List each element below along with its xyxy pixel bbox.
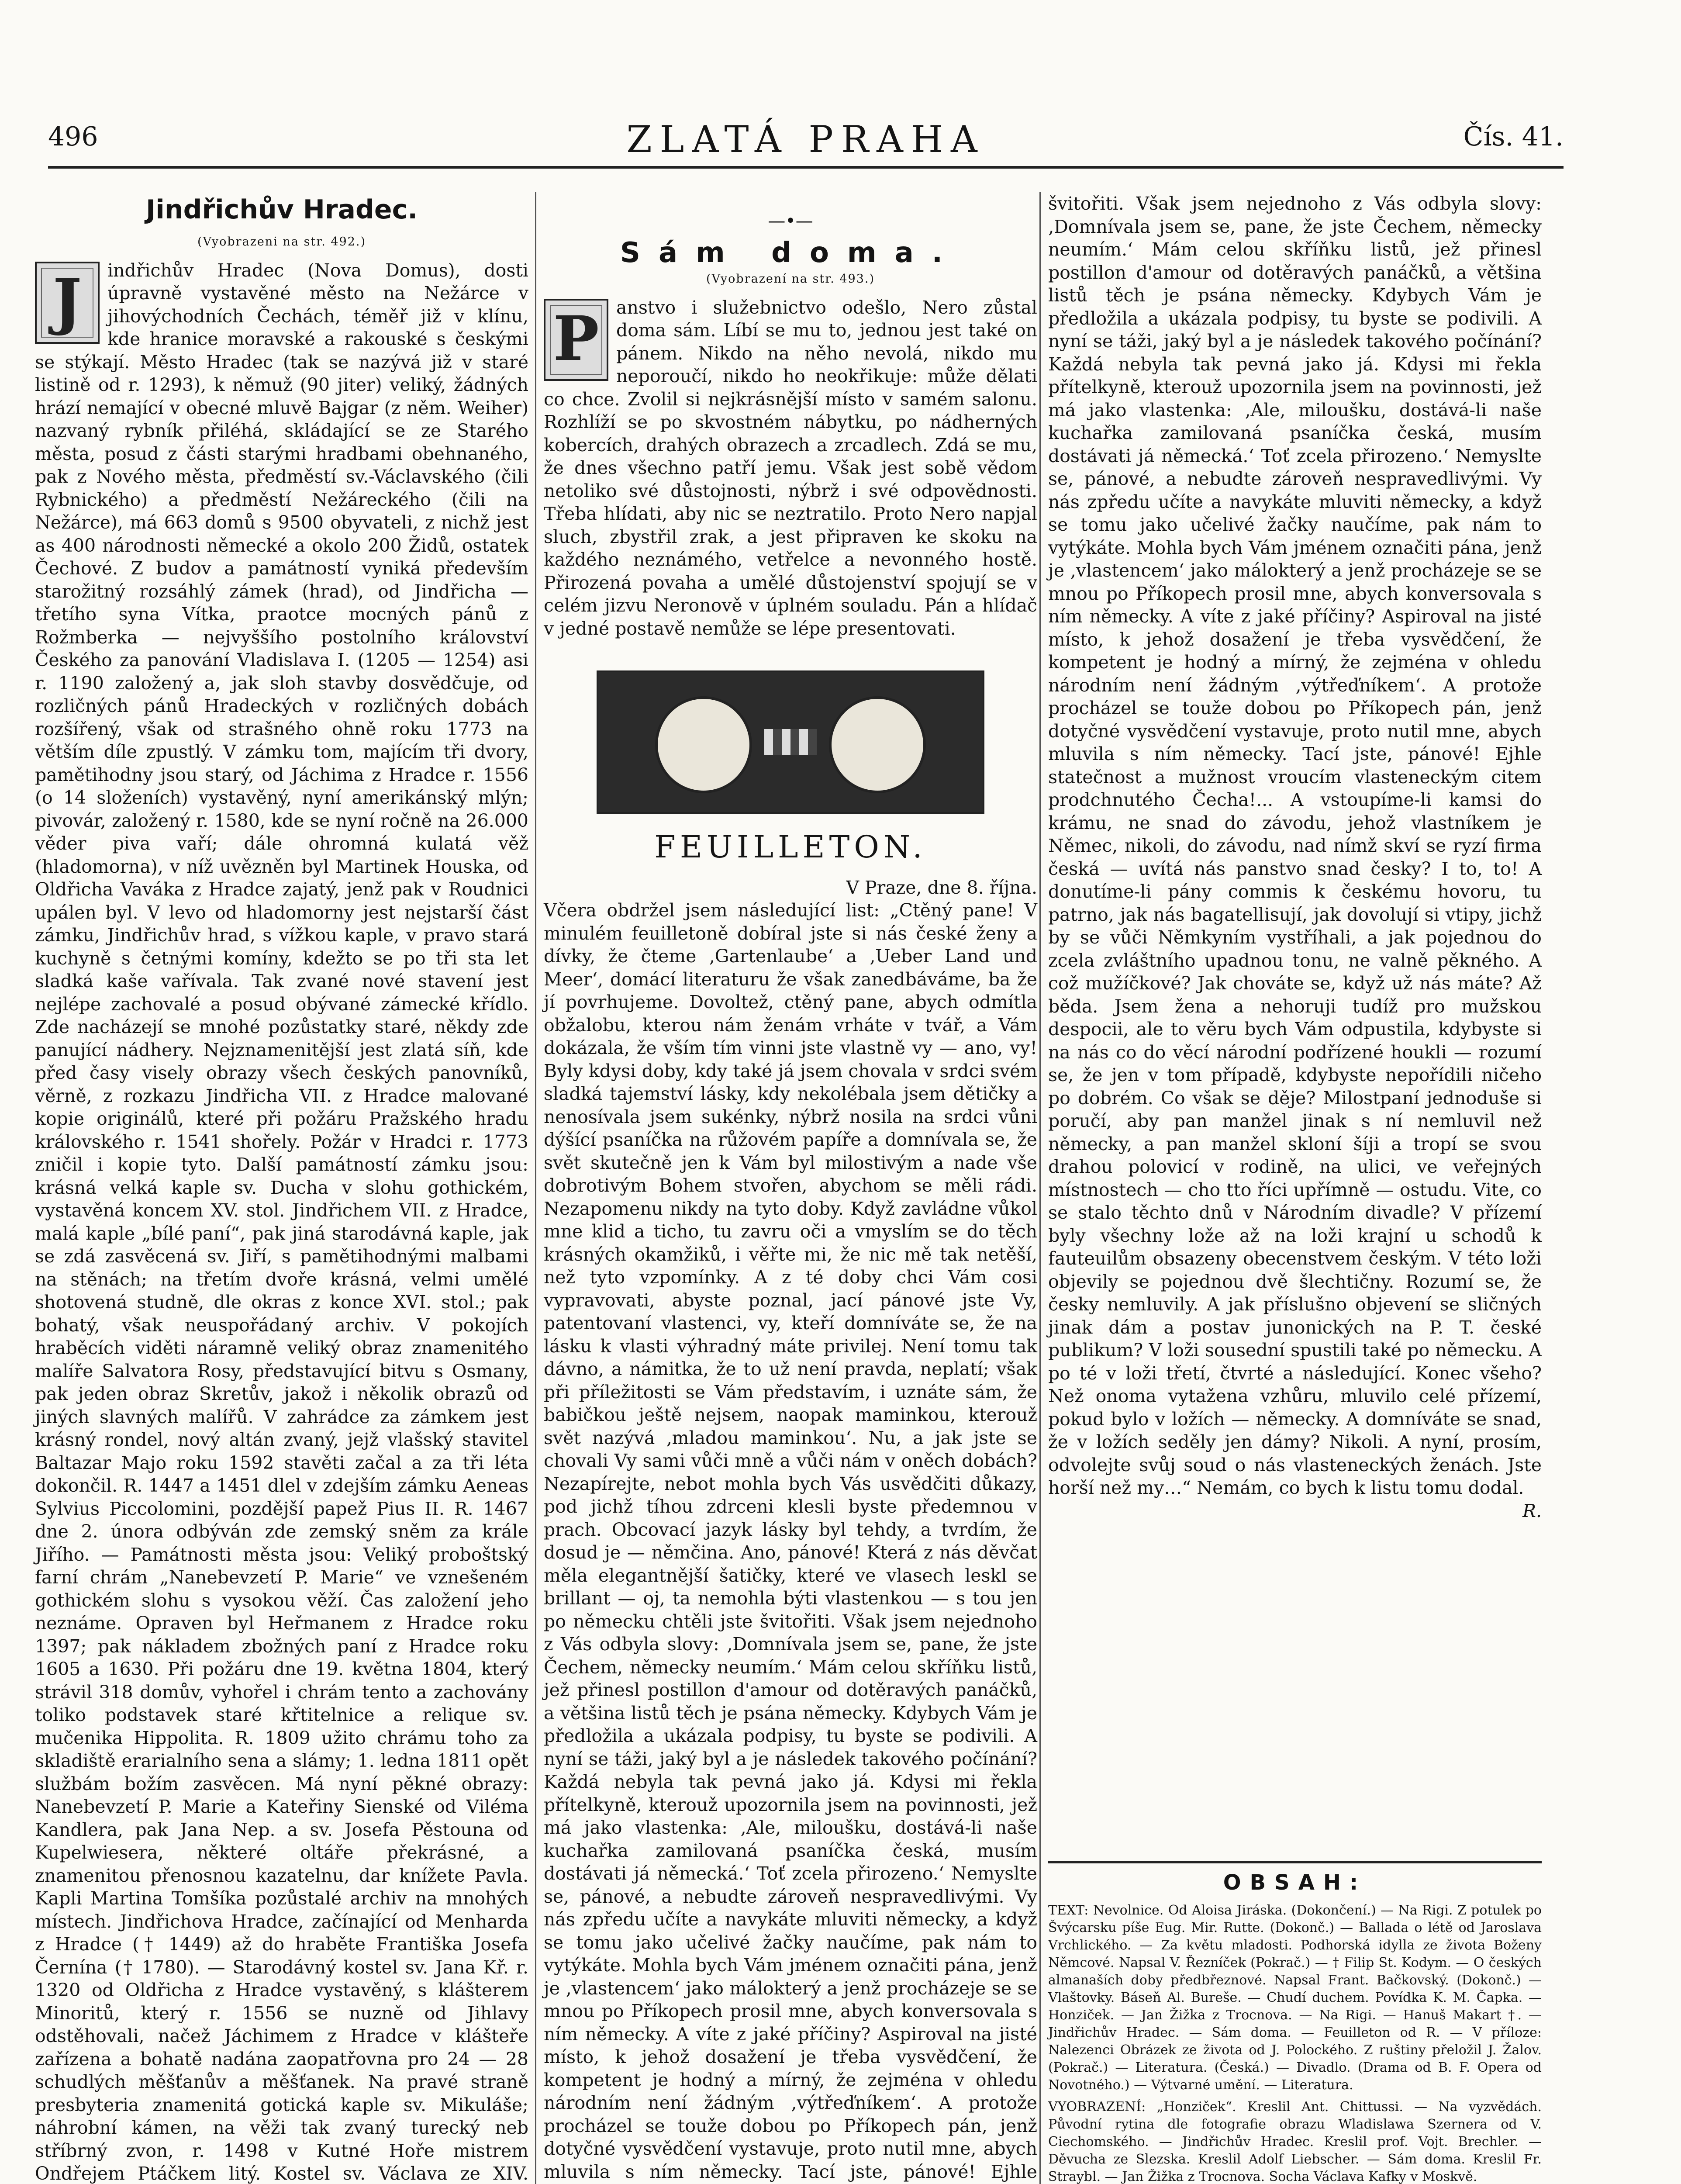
article-body: indřichův Hradec (Nova Domus), dosti úpravně vystavěné město na Nežárce v jihovýchodních Čechách, téměř již v klínu, kde hranice moravské a rakouské s českými se stýkají. Město Hradec (tak se nazývá již v staré listině od r. 1293), k němuž (90 jiter) veliký, žádných hrází nemající v obecné mluvě Bajgar (z něm. Weiher) nazvaný rybník přiléhá, skládající se ze Starého města, posud z části starými hradbami obehnaného, pak z Nového města, předměstí sv.-Václavského (čili Rybnického) a předměstí Nežáreckého (čili na Nežárce), má 663 domů s 9500 obyvateli, z nichž jest as 400 národnosti německé a okolo 200 Židů, ostatek Čechové. Z budov a památností vyniká především starožitný rozsáhlý zámek (hrad), od Jindřicha — třetího syna Vítka, praotce mocných pánů z Rožmberka — nejvyššího postolního království Českého za panování Vladislava I. (1205 — 1254) asi r. 1190 založený a, jak sloh stavby dosvědčuje, od rozličných pánů Hradeckých v rozličných dobách rozšířený, však od strašného ohně roku 1773 na větším díle zpustlý. V zámku tom, majícím tři dvory, pamětihodny jsou starý, od Jáchima z Hradce r. 1556 (o 14 složeních) vystavěný, nyní amerikánský mlýn; pivovár, založený r. 1580, kde se nyní ročně na 26.000 věder piva vaří; dále ohromná kulatá věž (hladomorna), v níž uvězněn byl Martinek Houska, od Oldřicha Vaváka z Hradce zajatý, jenž pak v Roudnici upálen byl. V levo od hladomorny jest nejstarší část zámku, Jindřichův hrad, s vížkou kaple, v pravo stará kuchyně s četnými komíny, kdežto se po tři sta let sladká kaše vařívala. Tak zvané nové stavení jest nejlépe zachovalé a posud obývané zámecké křídlo. Zde nacházejí se mnohé pozůstatky staré, někdy zde panující nádhery. Nejznamenitější jest zlatá síň, kde před časy visely obrazy všech českých panovníků, věrně, z rozkazu Jindřicha VII. z Hradce malované kopie originálů, které při požáru Pražského hradu královského r. 1541 shořely. Požár v Hradci r. 1773 zničil i kopie tyto. Další památností zámku jsou: krásná velká kaple sv. Ducha v slohu gothickém, vystavěná koncem XV. stol. Jindřichem VII. z Hradce, malá kaple „bílé paní“, pak jiná starodávná kaple, jak se zdá zasvěcená sv. Jiří, s pamětihodnými malbami na stěnách; na třetím dvoře krásná, velmi umělé shotovená studně, dle okras z konce XVI. stol.; pak bohatý, však neuspořádaný archiv. V pokojích hraběcích viděti náramně veliký obraz znamenitého malíře Salvatora Rosy, představující bitvu s Osmany, pak jeden obraz Skretův, jakož i několik obrazů od jiných slavných malířů. V zahrádce za zámkem jest krásný rondel, nový altán zvaný, jejž vlašský stavitel Baltazar Majo roku 1592 stavěti začal a za tři léta dokončil. R. 1447 a 1451 dlel v zdejším zámku Aeneas Sylvius Piccolomini, pozdější papež Pius II. R. 1467 dne 2. února odbýván zde zemský sněm za krále Jiřího. — Památnosti města jsou: Veliký proboštský farní chrám „Nanebevzetí P. Marie“ ve vznešeném gothickém slohu s vysokou věží. Čas založení jeho neznáme. Opraven byl Heřmanem z Hradce roku 1397; pak nákladem zbožných paní z Hradce roku 1605 a 1630. Při požáru dne 19. května 1804, který strávil 318 domův, vyhořel i chrám tento a zachovány toliko podstavek staré křtitelnice a relique sv. mučenika Hippolita. R. 1809 užito chrámu toho za skladiště erarialního sena a slámy; 1. ledna 1811 opět službám božím zasvěcen. Má nyní pěkné obrazy: Nanebevzetí P. Marie a Kateřiny Sienské od Viléma Kandlera, pak Jana Nep. a sv. Josefa Pěstouna od Kupelwiesera, některé oltáře překrásné, a znamenitou přenosnou kazatelnu, dar knížete Pavla. Kapli Martina Tomšíka pozůstalé archiv na mnohých místech. Jindřichova Hradce, začínající od Menharda z Hradce († 1449) až do hraběte Františka Josefa Černína († 1780). — Starodávný kostel sv. Jana Kř. r. 1320 od Oldřicha z Hradce vystavěný, s klášterem Minoritů, který r. 1556 se nuzně od Jihlavy odstěhovali, načež Jáchimem z Hradce v klášteře zařízena a bohatě nadána zaopatřovna pro 24 — 28 schudlých měšťanův a měšťanek. Na pravé straně presbyteria znamenitá gotická kaple sv. Mikuláše; náhrobní kámen, na věži tak zvaný turecký neb stříbrný zvon, r. 1498 v Kutné Hoře mistrem Ondřejem Ptáčkem litý. Kostel sv. Václava ze XIV.	[35, 259, 528, 2184]
column-rule	[1039, 192, 1041, 2184]
column-1	[35, 192, 528, 2184]
issue-number: Čís. 41.	[1463, 121, 1564, 152]
ornament	[764, 729, 817, 755]
drop-cap	[35, 262, 100, 344]
article-title: Jindřichův Hradec.	[145, 194, 418, 225]
feuilleton-body: Včera obdržel jsem následující list: „Ctěný pane! V minulém feuilletoně dobíral jste si nás české ženy a dívky, že čteme ‚Gartenlaube‘ a ‚Ueber Land und Meer‘, domácí literaturu že však zanedbáváme, ba že jí povrhujeme. Dovoltež, ctěný pane, abych odmítla obžalobu, kterou nám ženám vrháte v tvář, a Vám dokázala, že vším tím vinni jste vlastně vy — ano, vy! Byly kdysi doby, kdy také já jsem chovala v srdci svém sladká tajemství lásky, kdy nekolébala jsem dětičky a nenosívala jsem sukénky, nýbrž nosila na srdci vůni dýšící psaníčka na růžovém papíře a domnívala se, že svět skutečně jen k Vám byl milostivým a nade vše dobrotivým Bohem stvořen, abychom se měli rádi. Nezapomenu nikdy na tyto doby. Když zavládne vůkol mne klid a ticho, tu zavru oči a vmyslím se do těch krásných okamžiků, i věřte mi, že nic mě tak netěší, než tyto vzpomínky. A z té doby chci Vám cosi vypravovati, abyste poznal, jací pánové jste Vy, patentovaní vlastenci, vy, kteří domníváte se, že na lásku k vlasti výhradný máte privilej. Není tomu tak dávno, a námitka, že to už není pravda, neplatí; však při příležitosti se Vám představím, i uznáte sám, že babičkou ještě nejsem, naopak maminkou, kterouž svět nazývá ‚mladou maminkou‘. Nu, a jak jste se chovali Vy sami vůči mně a vůči nám v oněch dobách? Nezapírejte, nebot mohla bych Vás usvědčiti důkazy, pod jichž tíhou zdrceni klesli byste předemnou v prach. Obcovací jazyk lásky byl tehdy, a tvrdím, že dosud je — němčina. Ano, pánové! Která z nás děvčat měla elegantnější šatičky, které ve vlasech leskl se brillant — oj, ta nemohla býti vlastenkou — s tou jen po německu chtěli jste švitořiti. Však jsem nejednoho z Vás odbyla slovy: ‚Domnívala jsem se, pane, že jste Čechem, německy neumím.‘ Mám celou skříňku listů, jež přinesl postillon d'amour od dotěravých panáčků, a většina listů těch je psána německy. Kdybych Vám je předložila a ukázala podpisy, tu byste se podivili. A nyní se táži, jaký byl a je následek takového počínání? Každá nebyla tak pevná jako já. Kdysi mi řekla přítelkyně, kterouž upozornila jsem na povinnosti, jež má jako vlastenka: ‚Ale, miloušku, dostává-li naše kuchařka zamilovaná psaníčka česká, musím dostávati já německá.‘ Toť zcela přirozeno.‘ Nemyslte se, pánové, a nebudte zároveň nespravedlivými. Vy nás zpředu učíte a navykáte mluviti německy, a když se tomu jako učelivé žačky naučíme, pak nám to vytýkáte. Mohla bych Vám jménem označiti pána, jenž je ‚vlastencem‘ jako málokterý a jenž procházeje se se mnou po Příkopech prosil mne, abych konversovala s ním německy. A víte z jaké příčiny? Aspiroval na jisté místo, k jehož dosažení je třeba vysvědčení, že kompetent je hodný a mírný, že zejména v ohledu národním není žádným ‚výtřeďníkem‘. A protože procházel se touže dobou po Příkopech pán, jenž dotyčné vysvědčení vystavuje, proto nutil mne, abych mluvila s ním německy. Tací jste, pánové! Ejhle	[544, 900, 1037, 2182]
drop-cap-letter: J	[52, 266, 82, 338]
drop-cap-letter: P	[553, 303, 599, 375]
portrait-medallion	[655, 696, 752, 793]
journal-title: ZLATÁ PRAHA	[626, 118, 985, 161]
page-number: 496	[48, 121, 98, 152]
image-reference: (Vyobrazeni na str. 492.)	[197, 235, 366, 249]
column-2	[544, 192, 1037, 2184]
section-title: FEUILLETON.	[654, 829, 927, 865]
image-reference: (Vyobrazení na str. 493.)	[706, 272, 875, 286]
article-body: anstvo i služebnictvo odešlo, Nero zůstal doma sám. Líbí se mu to, jednou jest také on pánem. Nikdo na něho nevolá, nikdo mu neporoučí, nikdo ho neokřikuje: může dělati co chce. Zvolil si nejkrásnější místo v samém salonu. Rozhlíží se po skvostném nábytku, po nádherných kobercích, drahých obrazech a zrcadlech. Zdá se mu, že dnes všechno patří jemu. Však jest sobě vědom netoliko své důstojnosti, nýbrž i své odpovědnosti. Třeba hlídati, aby nic se neztratilo. Proto Nero napjal sluch, zbystřil zrak, a jest připraven ke skoku na každého neznámého, vetřelce a nevonného hostě. Přirozená povaha a umělé důstojenství spojují se v celém jizvu Neronově v úplném souladu. Pán a hlídač v jedné postavě nemůže se lépe presentovati.	[544, 297, 1037, 639]
column-rule	[535, 192, 536, 2184]
feuilleton-vignette	[597, 670, 984, 814]
contents-title: OBSAH:	[1223, 1870, 1367, 1895]
dateline: V Praze, dne 8. října.	[846, 877, 1037, 898]
feuilleton-continued: švitořiti. Však jsem nejednoho z Vás odbyla slovy: ‚Domnívala jsem se, pane, že jste Čechem, německy neumím.‘ Mám celou skříňku listů, jež přinesl postillon d'amour od dotěravých panáčků, a většina listů těch je psána německy. Kdybych Vám je předložila a ukázala podpisy, tu byste se podivili. A nyní se táži, jaký byl a je následek takového počínání? Každá nebyla tak pevná jako já. Kdysi mi řekla přítelkyně, kterouž upozornila jsem na povinnosti, jež má jako vlastenka: ‚Ale, miloušku, dostává-li naše kuchařka zamilovaná psaníčka česká, musím dostávati já německá.‘ Toť zcela přirozeno.‘ Nemyslte se, pánové, a nebudte zároveň nespravedlivými. Vy nás zpředu učíte a navykáte mluviti německy, a když se tomu jako učelivé žačky naučíme, pak nám to vytýkáte. Mohla bych Vám jménem označiti pána, jenž je ‚vlastencem‘ jako málokterý a jenž procházeje se se mnou po Příkopech prosil mne, abych konversovala s ním německy. A víte z jaké příčiny? Aspiroval na jisté místo, k jehož dosažení je třeba vysvědčení, že kompetent je hodný a mírný, že zejména v ohledu národním není žádným ‚výtřeďníkem‘. A protože procházel se touže dobou po Příkopech pán, jenž dotyčné vysvědčení vystavuje, proto nutil mne, abych mluvila s ním německy. Tací jste, pánové! Ejhle statečnost a mužnost vroucím vlasteneckým citem prodchnutého Čecha!... A vstoupíme-li kamsi do krámu, ne snad do závodu, jehož vlastníkem je Němec, nikoli, do závodu, nad nímž skví se ryzí firma česká — uvítá nás panstvo snad česky? I to, to! A donutíme-li pány commis k českému hovoru, tu patrno, jak nás bagatellisují, jak dovolují si vtipy, jichž by se vůči Němkyním vystříhali, a jak pojednou do zcela zvláštního upadnou tonu, ne valně pěkného. A což mužíčkové? Jak chováte se, když už nás máte? Až běda. Jsem žena a nehoruji tudíž pro mužskou despocii, ale to věru bych Vám odpustila, kdybyste si na nás co do věcí národní podřízené houkli — rozumí se, že jen v tom případě, kdybyste nepořídili ničeho po dobrém. Co však se děje? Milostpaní jednoduše si poručí, aby pan manžel jinak s ní nemluvil než německy, a pan manžel skloní šíji a tropí se svou drahou polovicí v rodině, na ulici, ve veřejných místnostech — cho tto říci upřímně — ostudu. Vite, co se stalo těchto dnů v Národním divadle? V přízemí byly všechny lože až na loži krajní u schodů k fauteuilům obsazeny obecenstvem českým. V této loži objevily se pojednou dvě šlechtičny. Rozumí se, že česky nemluvily. A jak příslušno objevení se sličných jinak dám a postav junonických na P. T. české publikum? V loži sousední spustili také po německu. A po té v loži třetí, čtvrté a následující. Konec všeho? Než onoma vytažena vzhůru, mluvilo celé přízemí, pokud bylo v ložích — německy. A domníváte se snad, že v ložích seděly jen dámy? Nikoli. A nyní, prosím, odvolejte svůj soud o nás vlasteneckých ženách. Jste horší než my…“ Nemám, co bych k listu tomu dodal. R.	[1048, 192, 1542, 1835]
column-3	[1048, 192, 1542, 2184]
page-header	[48, 109, 1564, 169]
contents-images: VYOBRAZENÍ: „Honziček“. Kreslil Ant. Chittussi. — Na vyzvědách. Původní rytina dle fotografie obrazu Wladislawa Szernera od V. Ciechomského. — Jindřichův Hradec. Kreslil prof. Vojt. Brechler. — Děvucha ze Slezska. Kreslil Adolf Liebscher. — Sám doma. Kreslil Fr. Straybl. — Jan Žižka z Trocnova. Socha Václava Kafky v Moskvě.	[1048, 2099, 1542, 2184]
contents-box	[1048, 1861, 1542, 2184]
separator: —•—	[768, 211, 813, 231]
portrait-medallion	[829, 696, 926, 793]
article-title: Sám doma.	[620, 236, 961, 269]
drop-cap	[544, 299, 608, 381]
feuilleton-signature: R.	[1522, 1500, 1542, 1521]
contents-text: TEXT: Nevolnice. Od Aloisa Jiráska. (Dokončení.) — Na Rigi. Z potulek po Švýcarsku píše Eug. Mir. Rutte. (Dokonč.) — Ballada o létě od Jaroslava Vrchlického. — Za květu mladosti. Podhorská idylla ze života Boženy Němcové. Napsal V. Řezníček (Pokrač.) — † Filip St. Kodym. — O českých almanaších doby předbřeznové. Napsal Frant. Bačkovský. (Dokonč.) — Vlaštovky. Báseň Al. Bureše. — Chudí duchem. Povídka K. M. Čapka. — Honziček. — Jan Žižka z Trocnova. — Na Rigi. — Hanuš Makart †. — Jindřichův Hradec. — Sám doma. — Feuilleton od R. — V příloze: Nalezenci Obrázek ze života od J. Polockého. Z ruštiny přeložil J. Žalov. (Pokrač.) — Literatura. (Česká.) — Divadlo. (Drama od B. F. Opera od Novotného.) — Výtvarné umění. — Literatura.	[1048, 1903, 1542, 2093]
